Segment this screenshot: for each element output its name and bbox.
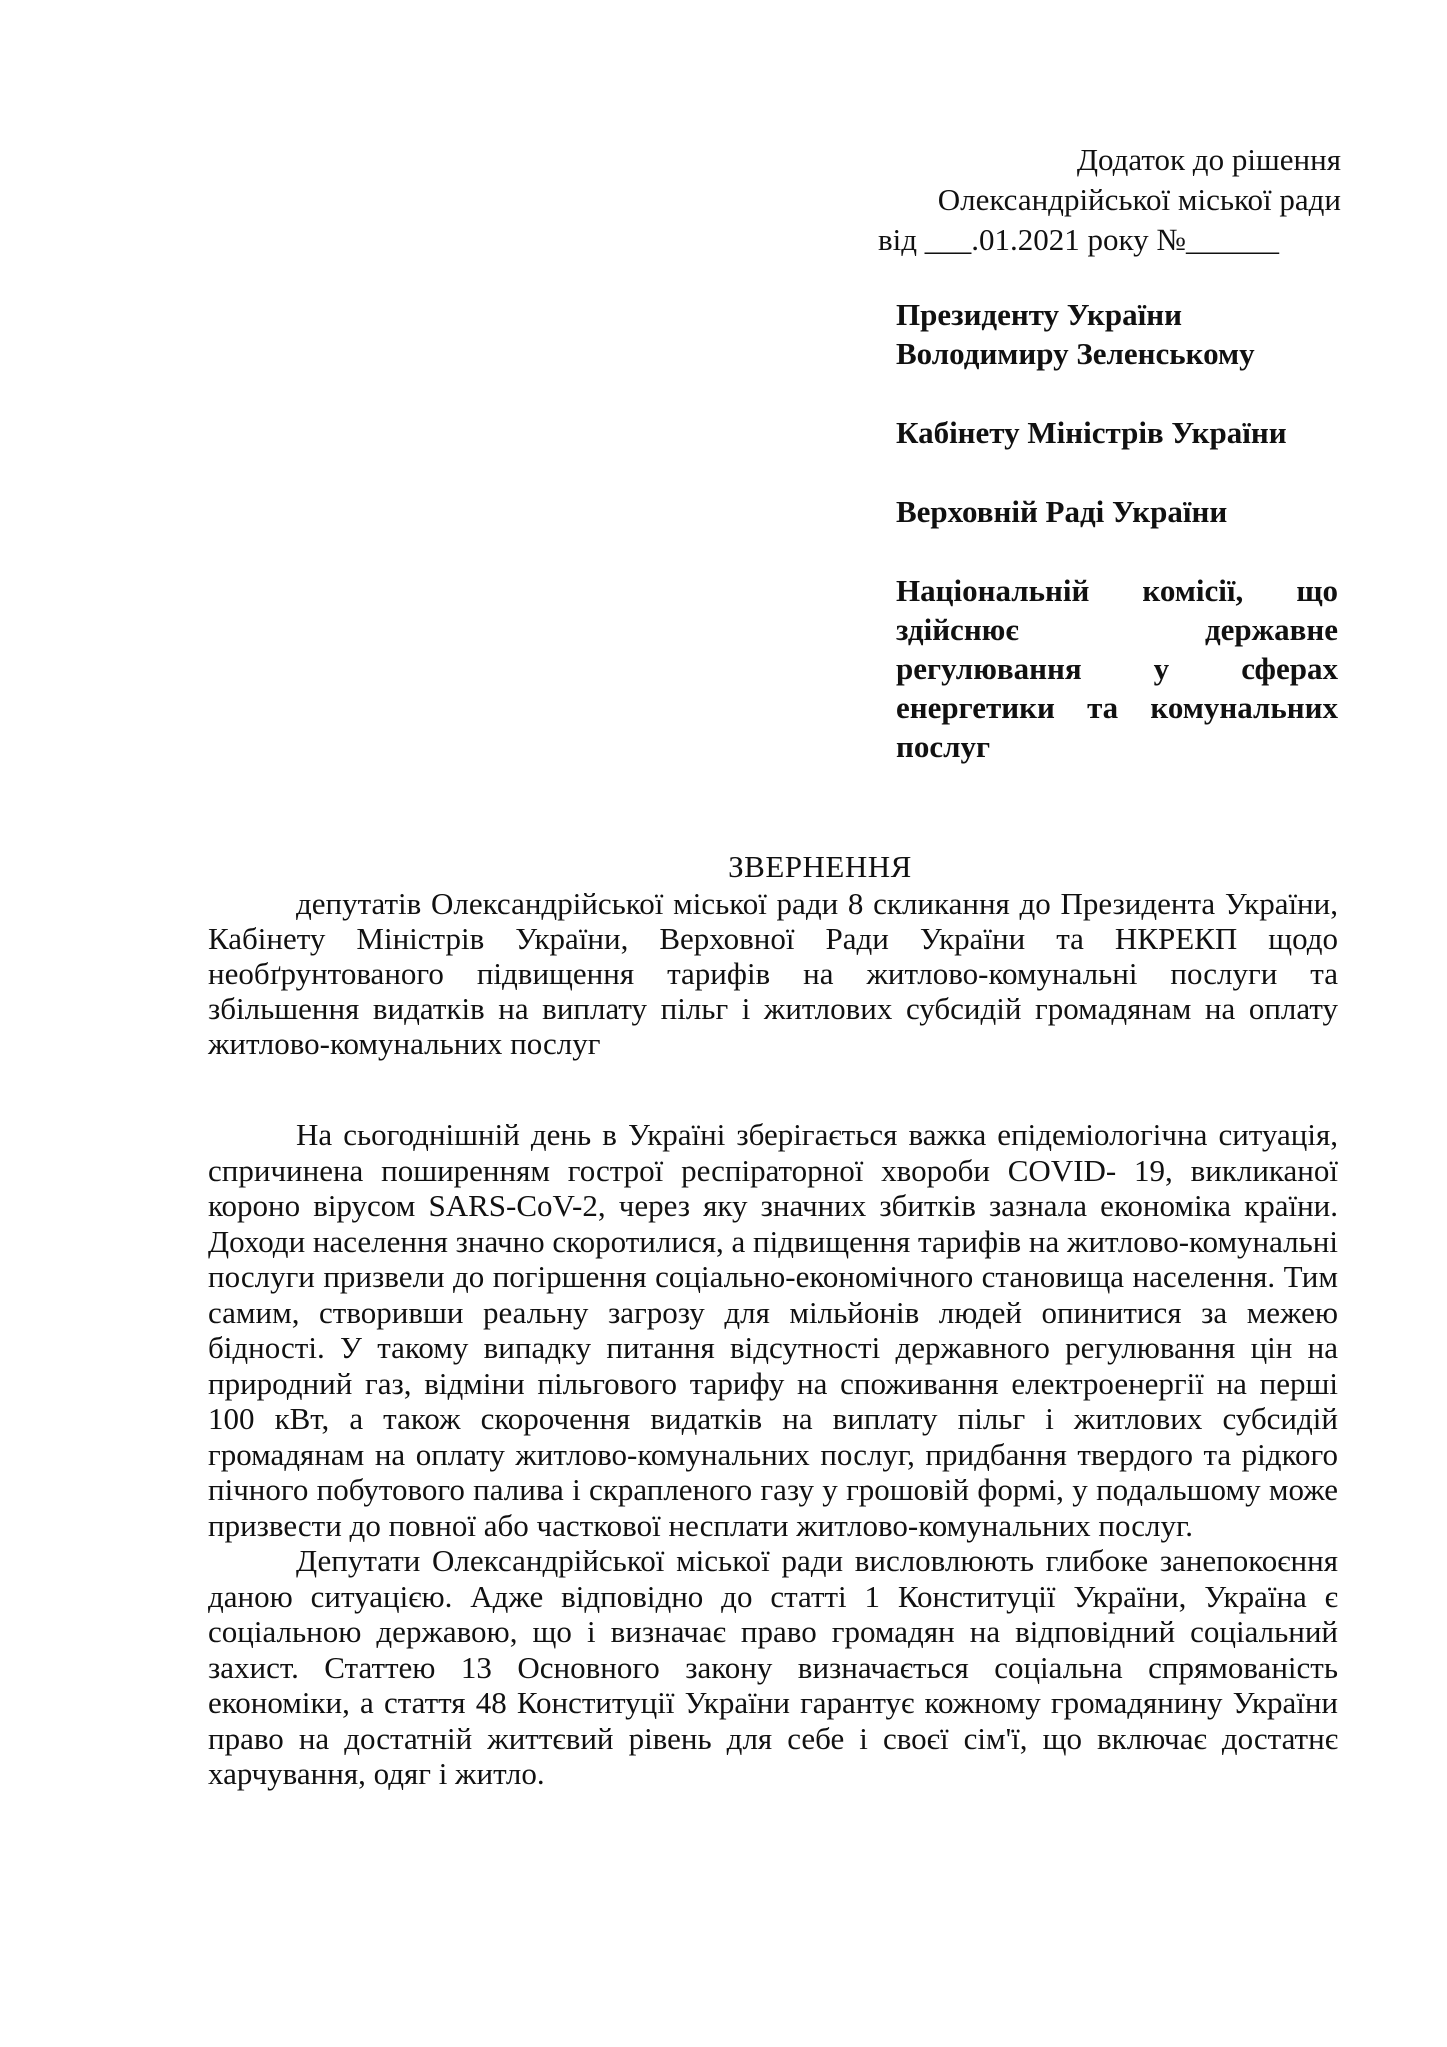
body-paragraph-2: Депутати Олександрійської міської ради висловлюють глибоке занепокоєння даною ситуацією. Адже відповідно до статті 1 Конституції України, Україна є соціальною державою, що і визначає право громадян на відповідний соціальний захист. Статтею 13 Основного закону визначається соціальна спрямованість економіки, а стаття 48 Конституції України гарантує кожному громадянину України право на достатній життєвий рівень для себе і своєї сім'ї, що включає достатнє харчування, одяг і житло. bbox=[208, 1543, 1338, 1791]
addressee-president-line-2: Володимиру Зеленському bbox=[896, 336, 1255, 371]
addressee-commission-line-4: енергетики та комунальних bbox=[896, 690, 1338, 725]
addressees-block bbox=[896, 295, 1338, 806]
addressee-rada bbox=[896, 492, 1338, 531]
addressee-cabinet bbox=[896, 413, 1338, 452]
addressee-rada-line: Верховній Раді України bbox=[896, 494, 1228, 529]
appendix-line-3: від ___.01.2021 року №______ bbox=[878, 222, 1279, 257]
appendix-header bbox=[821, 140, 1341, 260]
document-title: ЗВЕРНЕННЯ bbox=[728, 849, 912, 884]
addressee-commission bbox=[896, 571, 1338, 766]
addressee-commission-line-2: здійснює державне bbox=[896, 612, 1338, 647]
addressee-commission-line-5: послуг bbox=[896, 729, 991, 764]
addressee-commission-line-1: Національній комісії, що bbox=[896, 573, 1338, 608]
addressee-president-line-1: Президенту України bbox=[896, 297, 1182, 332]
appendix-line-2: Олександрійської міської ради bbox=[937, 182, 1341, 217]
body-paragraph-1: На сьогоднішній день в Україні зберігається важка епідеміологічна ситуація, спричинена поширенням гострої респіраторної хвороби COVID- 19, викликаної короно вірусом SARS-CoV-2, через яку значних збитків зазнала економіка країни. Доходи населення значно скоротилися, а підвищення тарифів на житлово-комунальні послуги призвели до погіршення соціально-економічного становища населення. Тим самим, створивши реальну загрозу для мільйонів людей опинитися за межею бідності. У такому випадку питання відсутності державного регулювання цін на природний газ, відміни пільгового тарифу на споживання електроенергії на перші 100 кВт, а також скорочення видатків на виплату пільг і житлових субсидій громадянам на оплату житлово-комунальних послуг, придбання твердого та рідкого пічного побутового палива і скрапленого газу у грошовій формі, у подальшому може призвести до повної або часткової несплати житлово-комунальних послуг. bbox=[208, 1117, 1338, 1543]
appendix-line-1: Додаток до рішення bbox=[1076, 142, 1341, 177]
document-subtitle: депутатів Олександрійської міської ради 8 скликання до Президента України, Кабінету Міністрів України, Верховної Ради України та НКРЕКП щодо необґрунтованого підвищення тарифів на житлово-комунальні послуги та збільшення видатків на виплату пільг і житлових субсидій громадянам на оплату житлово-комунальних послуг bbox=[208, 886, 1338, 1061]
document-body bbox=[208, 1117, 1338, 1792]
addressee-commission-line-3: регулювання у сферах bbox=[896, 651, 1338, 686]
addressee-cabinet-line: Кабінету Міністрів України bbox=[896, 415, 1287, 450]
addressee-president bbox=[896, 295, 1338, 373]
